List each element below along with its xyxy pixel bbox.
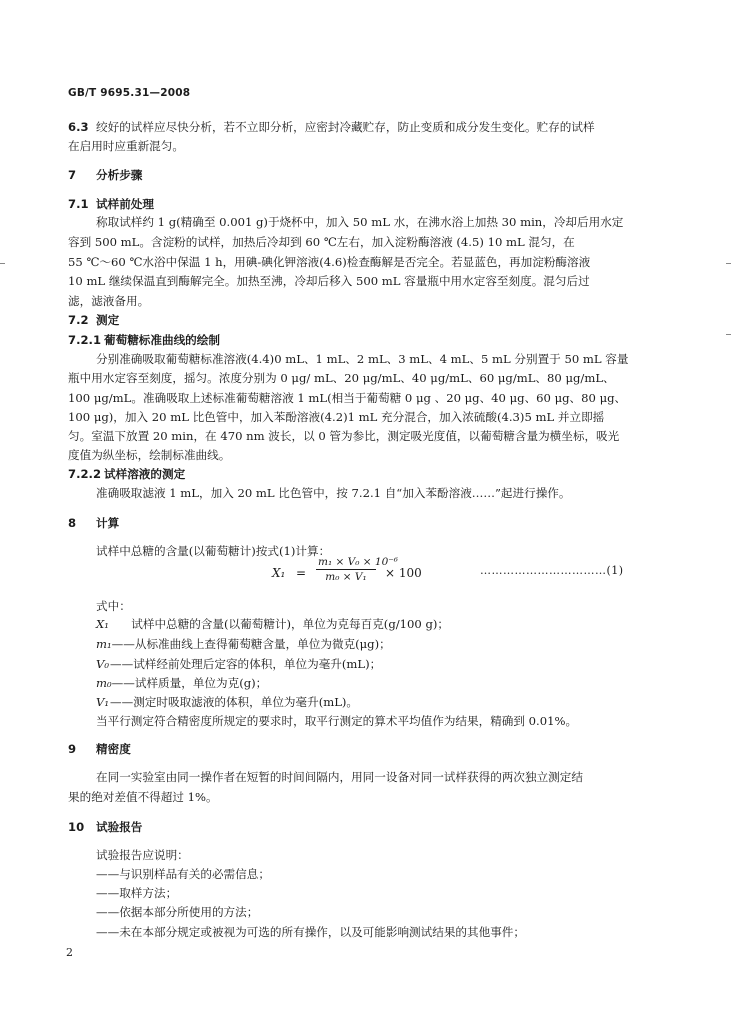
- result-statement: 当平行测定符合精密度所规定的要求时，取平行测定的算术平均值作为结果，精确到 0.01%。: [96, 714, 578, 728]
- section-6-3-line-2: 在启用时应重新混匀。: [68, 139, 184, 153]
- report-item: ——依据本部分所使用的方法；: [96, 905, 259, 919]
- section-7-2-heading: [68, 313, 119, 327]
- formula-1: [272, 556, 692, 596]
- section-title: 分析步骤: [96, 168, 143, 182]
- section-title: 试样溶液的测定: [104, 467, 186, 481]
- section-title: 计算: [96, 516, 120, 530]
- definition-text: ——试样经前处理后定容的体积，单位为毫升(mL)；: [110, 657, 382, 671]
- report-item: ——与识别样品有关的必需信息；: [96, 867, 270, 881]
- symbol: m₀: [96, 676, 112, 690]
- section-7-2-1-line-2: 瓶中用水定容至刻度，摇匀。浓度分别为 0 μg/ mL、20 μg/mL、40 μg/mL、60 μg/mL、80 μg/mL、: [68, 371, 615, 385]
- report-item: ——未在本部分规定或被视为可选的所有操作，以及可能影响测试结果的其他事件；: [96, 925, 525, 939]
- section-7-2-2-line: 准确吸取滤液 1 mL，加入 20 mL 比色管中，按 7.2.1 自“加入苯酚溶液……”起进行操作。: [96, 486, 571, 500]
- definition-v0: [96, 657, 381, 671]
- section-number: 7.2.2: [68, 467, 102, 481]
- section-8-heading: [68, 516, 119, 530]
- section-7-2-1-line-3: 100 μg/mL。准确吸取上述标准葡萄糖溶液 1 mL(相当于葡萄糖 0 μg 、20 μg、40 μg、60 μg、80 μg、: [68, 391, 627, 405]
- section-title: 测定: [96, 313, 120, 327]
- symbol: V₁: [96, 695, 110, 709]
- section-9-heading: [68, 742, 131, 756]
- definition-text: ——测定时吸取滤液的体积，单位为毫升(mL)。: [110, 695, 359, 709]
- definition-text: ——从标准曲线上查得葡萄糖含量，单位为微克(μg)；: [111, 637, 391, 651]
- section-title: 葡萄糖标准曲线的绘制: [104, 333, 220, 347]
- symbol: m₁: [96, 637, 112, 651]
- section-7-2-1-line-5: 匀。室温下放置 20 min，在 470 nm 波长，以 0 管为参比，测定吸光度值，以葡萄糖含量为横坐标，吸光: [68, 429, 620, 443]
- scan-mark: [0, 263, 5, 264]
- section-7-heading: [68, 168, 142, 182]
- section-7-1-line-5: 滤，滤液备用。: [68, 294, 150, 308]
- section-number: 7.1: [68, 197, 89, 211]
- page-number: 2: [66, 946, 73, 959]
- formula-label: ……………………………(1): [480, 564, 624, 577]
- section-6-3-line-1: [68, 120, 595, 134]
- section-9-line-2: 果的绝对差值不得超过 1%。: [68, 790, 218, 804]
- section-7-2-2-heading: [68, 467, 185, 481]
- formula-lhs: X₁: [272, 566, 286, 580]
- section-number: 8: [68, 516, 77, 530]
- formula-numerator: m₁ × V₀ × 10⁻⁶: [318, 556, 399, 568]
- section-title: 试样前处理: [96, 197, 154, 211]
- section-7-1-line-3: 55 ℃～60 ℃水浴中保温 1 h，用碘-碘化钾溶液(4.6)检查酶解是否完全。若显蓝色，再加淀粉酶溶液: [68, 255, 591, 269]
- definition-m0: [96, 676, 267, 690]
- definition-text: 试样中总糖的含量(以葡萄糖计)，单位为克每百克(g/100 g)；: [116, 617, 449, 631]
- where-label: 式中：: [96, 599, 131, 613]
- section-number: 7: [68, 168, 77, 182]
- definition-x1: [96, 617, 449, 631]
- formula-multiplier: × 100: [385, 566, 422, 580]
- definition-text: ——试样质量，单位为克(g)；: [111, 676, 268, 690]
- section-10-heading: [68, 820, 142, 834]
- section-number: 7.2.1: [68, 333, 102, 347]
- paragraph-text: 绞好的试样应尽快分析，若不立即分析，应密封冷藏贮存，防止变质和成分发生变化。贮存的试样: [96, 120, 595, 134]
- section-number: 6.3: [68, 120, 89, 134]
- standard-number: GB/T 9695.31—2008: [68, 87, 191, 99]
- definition-m1: [96, 637, 391, 651]
- section-9-line-1: 在同一实验室由同一操作者在短暂的时间间隔内，用同一设备对同一试样获得的两次独立测定结: [96, 770, 583, 784]
- report-item: ——取样方法；: [96, 886, 178, 900]
- section-number: 10: [68, 820, 85, 834]
- formula-denominator: m₀ × V₁: [325, 571, 367, 583]
- definition-v1: [96, 695, 358, 709]
- section-7-1-line-1: 称取试样约 1 g(精确至 0.001 g)于烧杯中，加入 50 mL 水，在沸水浴上加热 30 min，冷却后用水定: [96, 215, 624, 229]
- formula-equals: =: [296, 566, 307, 580]
- report-intro: 试验报告应说明：: [96, 848, 189, 862]
- section-number: 7.2: [68, 313, 89, 327]
- section-title: 试验报告: [96, 820, 143, 834]
- section-7-2-1-line-1: 分别准确吸取葡萄糖标准溶液(4.4)0 mL、1 mL、2 mL、3 mL、4 mL、5 mL 分别置于 50 mL 容量: [96, 352, 629, 366]
- scan-mark: [726, 334, 731, 335]
- section-7-2-1-heading: [68, 333, 220, 347]
- section-number: 9: [68, 742, 77, 756]
- section-title: 精密度: [96, 742, 131, 756]
- scan-mark: [726, 263, 731, 264]
- section-7-2-1-line-6: 度值为纵坐标，绘制标准曲线。: [68, 448, 231, 462]
- section-7-2-1-line-4: 100 μg)，加入 20 mL 比色管中，加入苯酚溶液(4.2)1 mL 充分混合，加入浓硫酸(4.3)5 mL 并立即摇: [68, 410, 605, 424]
- formula-fraction: [316, 556, 399, 583]
- symbol: X₁: [96, 617, 109, 631]
- section-7-1-line-4: 10 mL 继续保温直到酶解完全。加热至沸，冷却后移入 500 mL 容量瓶中用水定容至刻度。混匀后过: [68, 274, 590, 288]
- symbol: V₀: [96, 657, 110, 671]
- section-7-1-heading: [68, 197, 154, 211]
- section-7-1-line-2: 容到 500 mL。含淀粉的试样，加热后冷却到 60 ℃左右，加入淀粉酶溶液 (4.5) 10 mL 混匀，在: [68, 235, 575, 249]
- formula-intro: 试样中总糖的含量(以葡萄糖计)按式(1)计算：: [96, 544, 331, 558]
